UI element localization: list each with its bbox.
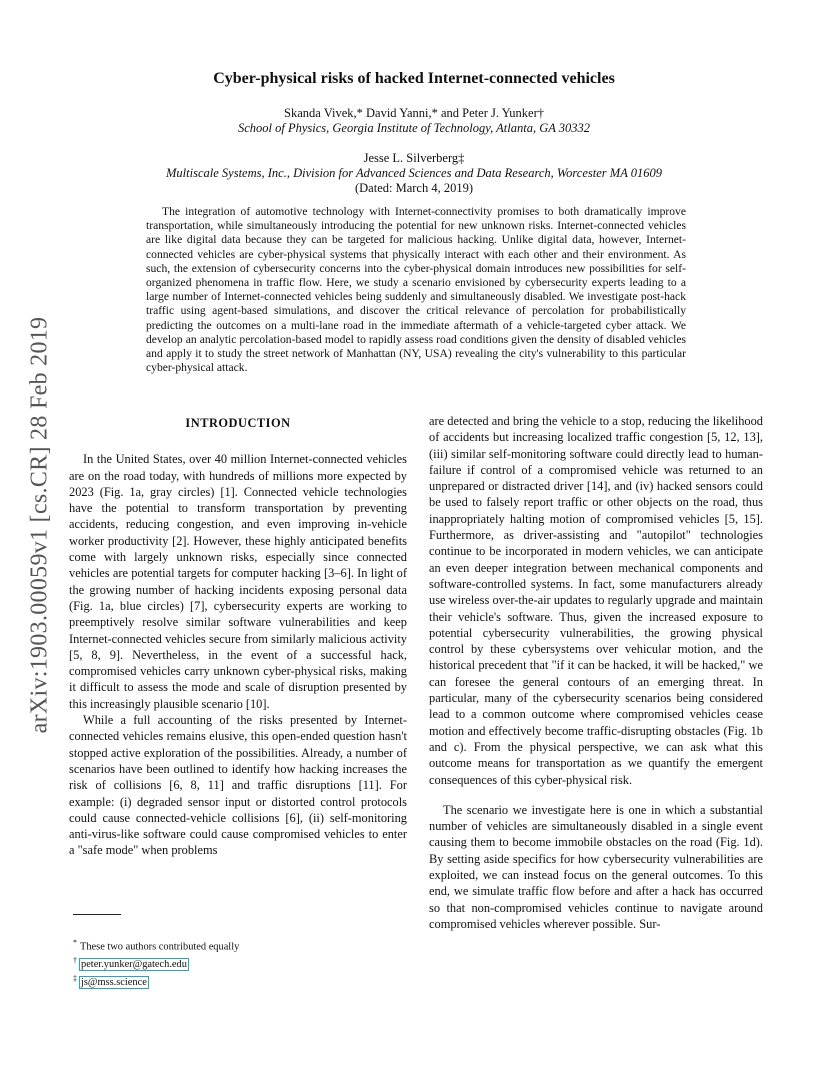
footnote-3 [73,972,403,990]
intro-paragraph-4: The scenario we investigate here is one in which a substantial number of vehicles are simultaneously disabled in a single event causing them to become immobile obstacles on the road (Fig. 1d). By setting aside specifics for how cybersecurity vulnerabilities are exploited, we can instead focus on the general outcomes. To this end, we simulate traffic flow before and after a hack has occurred so that non-compromised vehicles continue to navigate around compromised vehicles wherever possible. Sur- [429,802,763,931]
email-link-yunker[interactable]: peter.yunker@gatech.edu [81,959,187,971]
section-heading-introduction: INTRODUCTION [185,416,291,430]
paper-title: Cyber-physical risks of hacked Internet-connected vehicles [213,70,615,87]
footnote-1-text: These two authors contributed equally [80,941,240,953]
intro-paragraph-1: In the United States, over 40 million Internet-connected vehicles are on the road today, with hundreds of millions more expected by 2023 (Fig. 1a, gray circles) [1]. Connected vehicle technologies have the potential to transform transportation by preventing accidents, reducing congestion, and even improving in-vehicle worker productivity [2]. However, these highly anticipated benefits come with largely unknown risks, especially since connected vehicles are potential targets for computer hacking [3–6]. In light of the growing number of hacking incidents exposing personal data (Fig. 1a, blue circles) [7], cybersecurity experts are working to preemptively resolve similar software vulnerabilities and keep Internet-connected vehicles secure from similarly malicious activity [5, 8, 9]. Nevertheless, in the event of a successful hack, compromised vehicles carry unknown cyber-physical risks, making it difficult to assess the mode and scale of disruption presented by this increasingly plausible scenario [10]. [69,452,407,711]
arxiv-id-text: arXiv:1903.00059v1 [cs.CR] 28 Feb 2019 [26,316,53,734]
intro-paragraph-2: While a full accounting of the risks presented by Internet-connected vehicles remains elusive, this open-ended question hasn't stopped active exploration of the possibilities. Already, a number of scenarios have been outlined to identify how hacking increases the risk of collisions [6, 8, 11] and traffic disruptions [11]. For example: (i) degraded sensor input or distorted control protocols could cause connected-vehicle collisions [6], (ii) self-monitoring anti-virus-like software could cause compromised vehicles to enter a "safe mode" when problems [69,713,407,858]
footnote-divider [73,914,121,915]
intro-paragraph-3: are detected and bring the vehicle to a stop, reducing the likelihood of accidents but increasing localized traffic congestion [5, 12, 13], (iii) similar self-monitoring software could directly lead to human-failure if control of a compromised vehicle was returned to an unprepared or distracted driver [14], and (iv) hacked sensors could be used to falsely report traffic or other objects on the road, thus inappropriately halting motion of compromised vehicles [5, 15]. Furthermore, as driver-assisting and "autopilot" technologies continue to be incorporated in modern vehicles, we can anticipate an even deeper integration between mechanical components and software-controlled systems. In fact, some manufacturers already use wireless over-the-air updates to regularly upgrade and maintain their vehicle's software. Thus, given the increased exposure to potential cybersecurity vulnerabilities, the growing physical control by these cybersystems over vehicular motion, and the historical precedent that "if it can be hacked, it will be hacked," we can foresee the general contours of an emerging threat. In particular, many of the cybersecurity scenarios being considered lead to a common outcome where compromised vehicles cease motion and effectively become traffic-disrupting obstacles (Fig. 1b and c). From the physical perspective, we can ask what this outcome means for transportation as we quantify the emergent consequences of this cyber-physical risk. [429,414,763,787]
abstract: The integration of automotive technology with Internet-connectivity promises to both dramatically improve transportation, while simultaneously introducing the potential for new unknown risks. Internet-connected vehicles are like digital data because they can be targeted for malicious hacking. Unlike digital data, however, Internet-connected vehicles are cyber-physical systems that physically interact with each other and their environment. As such, the extension of cybersecurity concerns into the cyber-physical domain introduces new possibilities for self-organized phenomena in traffic flow. Here, we study a scenario envisioned by cybersecurity experts leading to a large number of Internet-connected vehicles being suddenly and simultaneously disabled. We investigate post-hack traffic using agent-based simulations, and discover the critical relevance of percolation for probabilistically predicting the outcomes on a multi-lane road in the immediate aftermath of a vehicle-targeted cyber attack. We develop an analytic percolation-based model to rapidly assess road conditions given the density of disabled vehicles and apply it to study the street network of Manhattan (NY, USA) revealing the city's vulnerability to this particular cyber-physical attack. [146,205,686,375]
authors-line-2: Jesse L. Silverberg‡ [363,151,465,165]
left-column [69,413,407,859]
footnote-2-mark: † [73,955,77,965]
affiliation-1: School of Physics, Georgia Institute of Technology, Atlanta, GA 30332 [237,121,591,135]
authors-line-1: Skanda Vivek,* David Yanni,* and Peter J. Yunker† [284,106,544,120]
arxiv-sidebar-stamp [22,290,58,760]
right-column [429,413,763,932]
footnote-3-mark: ‡ [73,973,77,983]
dated-line: (Dated: March 4, 2019) [354,181,474,195]
footnote-1-mark: * [73,938,77,947]
footnote-1 [73,936,403,954]
footnotes [73,936,403,990]
footnote-2 [73,954,403,972]
email-link-silverberg[interactable]: js@mss.science [81,977,147,989]
affiliation-2: Multiscale Systems, Inc., Division for Advanced Sciences and Data Research, Worcester MA 01609 [166,166,662,180]
